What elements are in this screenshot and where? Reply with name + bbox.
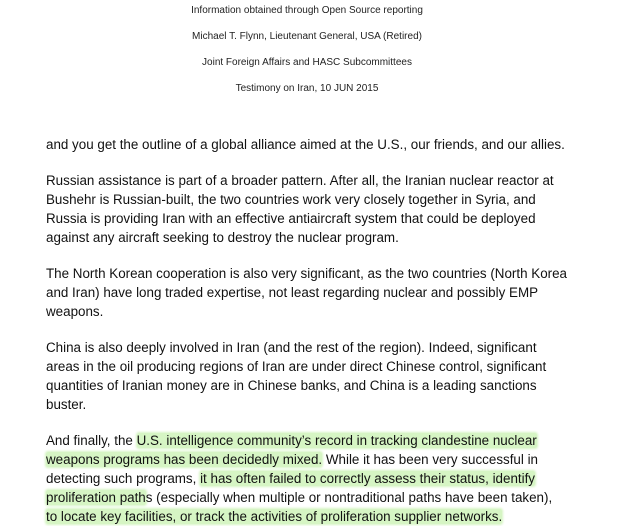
highlighted-text: proliferation path [46, 490, 146, 505]
text-segment: detecting such programs, [46, 471, 201, 486]
document-body [46, 135, 632, 526]
text-line: quantities of Iranian money are in Chinese banks, and China is a leading sanctions [46, 378, 537, 393]
text-line: buster. [46, 397, 87, 412]
header-author-line: Michael T. Flynn, Lieutenant General, USA (Retired) [192, 31, 422, 42]
text-segment: And finally, the [46, 433, 137, 448]
paragraph-russian-assistance [46, 171, 632, 247]
paragraph-global-alliance [46, 135, 632, 154]
highlighted-text: U.S. intelligence community’s record in tracking clandestine nuclear [136, 433, 537, 448]
text-segment: While it has been very successful in [322, 452, 538, 467]
highlighted-text: weapons programs has been decidedly mixed. [46, 452, 323, 467]
text-line: and you get the outline of a global alliance aimed at the U.S., our friends, and our allies. [46, 137, 565, 152]
paragraph-north-korea [46, 264, 632, 321]
text-line: Bushehr is Russian-built, the two countries work very closely together in Syria, and [46, 192, 536, 207]
paragraph-intelligence-record [46, 431, 632, 526]
text-line: against any aircraft seeking to destroy the nuclear program. [46, 230, 399, 245]
text-line [46, 507, 632, 526]
text-line: areas in the oil producing regions of Iran are under direct Chinese control, significant [46, 359, 547, 374]
text-line: The North Korean cooperation is also very significant, as the two countries (North Korea [46, 266, 568, 281]
text-line [46, 488, 632, 507]
text-line: China is also deeply involved in Iran (and the rest of the region). Indeed, significant [46, 340, 537, 355]
text-line: weapons. [46, 304, 104, 319]
text-line [46, 431, 632, 450]
text-line [46, 450, 632, 469]
header-testimony-line: Testimony on Iran, 10 JUN 2015 [235, 83, 379, 94]
text-line: Russian assistance is part of a broader pattern. After all, the Iranian nuclear reactor at [46, 173, 554, 188]
highlighted-text: it has often failed to correctly assess their status, identify [200, 471, 536, 486]
text-line: and Iran) have long traded expertise, not least regarding nuclear and possibly EMP [46, 285, 539, 300]
text-segment: s (especially when multiple or nontraditional paths have been taken), [145, 490, 553, 505]
paragraph-china [46, 338, 632, 414]
header-source-line: Information obtained through Open Source reporting [191, 5, 423, 16]
header-committee-line: Joint Foreign Affairs and HASC Subcommittees [202, 57, 412, 68]
text-line [46, 469, 632, 488]
text-line: Russia is providing Iran with an effective antiaircraft system that could be deployed [46, 211, 536, 226]
highlighted-text: to locate key facilities, or track the activities of proliferation supplier networks. [46, 509, 503, 524]
